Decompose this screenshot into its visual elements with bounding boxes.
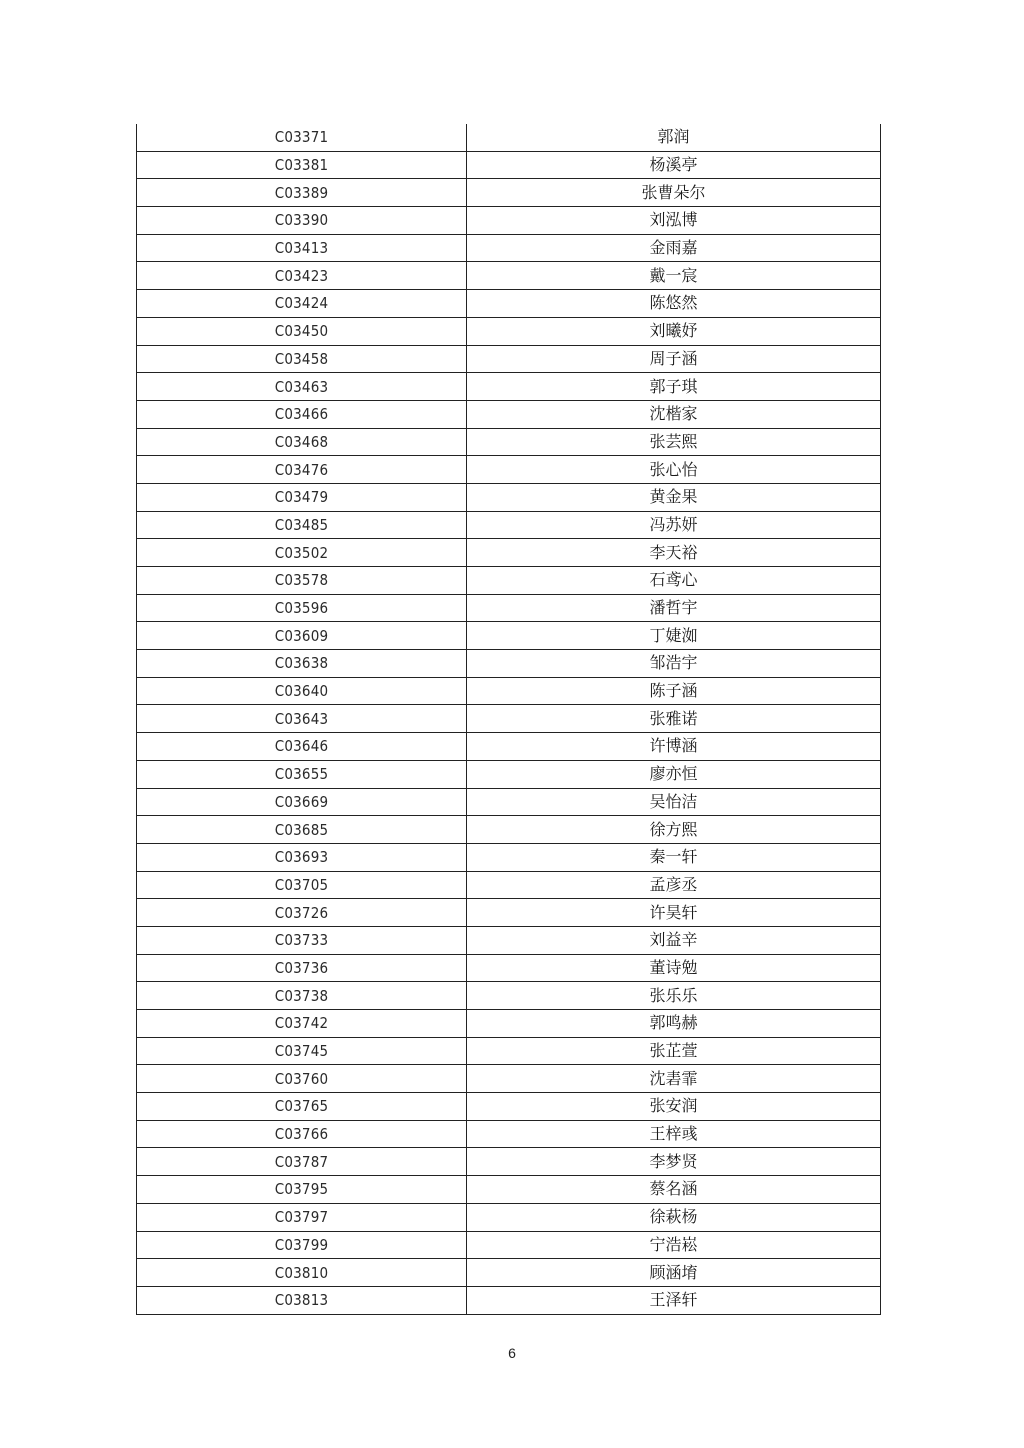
registration-id-cell: C03609	[137, 622, 467, 650]
student-name-cell: 孟彦丞	[467, 871, 881, 899]
registration-id-cell: C03424	[137, 290, 467, 318]
registration-id-cell: C03799	[137, 1231, 467, 1259]
table-row	[137, 954, 881, 982]
student-name-cell: 张安润	[467, 1093, 881, 1121]
student-name-cell: 郭润	[467, 124, 881, 151]
registration-id-cell: C03760	[137, 1065, 467, 1093]
registration-id-cell: C03742	[137, 1010, 467, 1038]
table-row	[137, 650, 881, 678]
student-name-cell: 张芸熙	[467, 428, 881, 456]
registration-id-cell: C03733	[137, 926, 467, 954]
student-name-cell: 沈楷家	[467, 400, 881, 428]
student-name-cell: 戴一宸	[467, 262, 881, 290]
registration-id-cell: C03479	[137, 483, 467, 511]
table-row	[137, 1148, 881, 1176]
registration-id-cell: C03646	[137, 733, 467, 761]
table-row	[137, 262, 881, 290]
student-name-cell: 石鸢心	[467, 567, 881, 595]
table-row	[137, 317, 881, 345]
table-row	[137, 1176, 881, 1204]
student-name-cell: 秦一轩	[467, 843, 881, 871]
student-name-cell: 李天裕	[467, 539, 881, 567]
registration-id-cell: C03463	[137, 373, 467, 401]
student-name-cell: 刘益辛	[467, 926, 881, 954]
registration-id-cell: C03669	[137, 788, 467, 816]
table-row	[137, 733, 881, 761]
student-name-cell: 邹浩宇	[467, 650, 881, 678]
table-row	[137, 926, 881, 954]
roster-table	[136, 124, 881, 1315]
student-name-cell: 张芷萱	[467, 1037, 881, 1065]
student-name-cell: 周子涵	[467, 345, 881, 373]
table-row	[137, 151, 881, 179]
page-number: 6	[508, 1345, 516, 1361]
student-name-cell: 陈子涵	[467, 677, 881, 705]
registration-id-cell: C03787	[137, 1148, 467, 1176]
student-name-cell: 刘曦妤	[467, 317, 881, 345]
table-row	[137, 788, 881, 816]
table-row	[137, 539, 881, 567]
registration-id-cell: C03389	[137, 179, 467, 207]
registration-id-cell: C03468	[137, 428, 467, 456]
table-row	[137, 511, 881, 539]
registration-id-cell: C03450	[137, 317, 467, 345]
student-name-cell: 金雨嘉	[467, 234, 881, 262]
table-row	[137, 1231, 881, 1259]
registration-id-cell: C03390	[137, 207, 467, 235]
registration-id-cell: C03736	[137, 954, 467, 982]
student-name-cell: 张心怡	[467, 456, 881, 484]
registration-id-cell: C03485	[137, 511, 467, 539]
registration-id-cell: C03640	[137, 677, 467, 705]
table-row	[137, 373, 881, 401]
registration-id-cell: C03643	[137, 705, 467, 733]
student-name-cell: 许博涵	[467, 733, 881, 761]
table-row	[137, 1120, 881, 1148]
student-name-cell: 顾涵堉	[467, 1259, 881, 1287]
table-row	[137, 483, 881, 511]
table-row	[137, 428, 881, 456]
registration-id-cell: C03797	[137, 1203, 467, 1231]
table-row	[137, 400, 881, 428]
table-row	[137, 1259, 881, 1287]
registration-id-cell: C03738	[137, 982, 467, 1010]
student-name-cell: 刘泓博	[467, 207, 881, 235]
registration-id-cell: C03466	[137, 400, 467, 428]
table-row	[137, 1203, 881, 1231]
table-row	[137, 567, 881, 595]
table-row	[137, 207, 881, 235]
table-row	[137, 594, 881, 622]
roster-table-body	[137, 124, 881, 1314]
student-name-cell: 郭鸣赫	[467, 1010, 881, 1038]
registration-id-cell: C03685	[137, 816, 467, 844]
table-row	[137, 234, 881, 262]
table-row	[137, 1093, 881, 1121]
table-row	[137, 982, 881, 1010]
table-row	[137, 124, 881, 151]
registration-id-cell: C03413	[137, 234, 467, 262]
student-name-cell: 王梓彧	[467, 1120, 881, 1148]
registration-id-cell: C03795	[137, 1176, 467, 1204]
registration-id-cell: C03371	[137, 124, 467, 151]
registration-id-cell: C03745	[137, 1037, 467, 1065]
table-row	[137, 179, 881, 207]
table-row	[137, 345, 881, 373]
student-name-cell: 徐方熙	[467, 816, 881, 844]
registration-id-cell: C03766	[137, 1120, 467, 1148]
student-name-cell: 黄金果	[467, 483, 881, 511]
table-row	[137, 1065, 881, 1093]
student-name-cell: 沈砉霏	[467, 1065, 881, 1093]
student-name-cell: 王泽轩	[467, 1286, 881, 1314]
student-name-cell: 廖亦恒	[467, 760, 881, 788]
table-row	[137, 816, 881, 844]
registration-id-cell: C03810	[137, 1259, 467, 1287]
table-row	[137, 705, 881, 733]
table-row	[137, 622, 881, 650]
student-name-cell: 陈悠然	[467, 290, 881, 318]
table-row	[137, 677, 881, 705]
registration-id-cell: C03578	[137, 567, 467, 595]
table-row	[137, 899, 881, 927]
student-name-cell: 宁浩崧	[467, 1231, 881, 1259]
table-row	[137, 1010, 881, 1038]
registration-id-cell: C03765	[137, 1093, 467, 1121]
registration-id-cell: C03458	[137, 345, 467, 373]
student-name-cell: 张曹朵尔	[467, 179, 881, 207]
table-row	[137, 456, 881, 484]
registration-id-cell: C03381	[137, 151, 467, 179]
table-row	[137, 843, 881, 871]
student-name-cell: 李梦贤	[467, 1148, 881, 1176]
student-name-cell: 徐萩杨	[467, 1203, 881, 1231]
student-name-cell: 蔡名涵	[467, 1176, 881, 1204]
student-name-cell: 潘哲宇	[467, 594, 881, 622]
student-name-cell: 董诗勉	[467, 954, 881, 982]
registration-id-cell: C03476	[137, 456, 467, 484]
registration-id-cell: C03502	[137, 539, 467, 567]
student-name-cell: 吴怡洁	[467, 788, 881, 816]
student-name-cell: 冯苏妍	[467, 511, 881, 539]
registration-id-cell: C03655	[137, 760, 467, 788]
table-row	[137, 760, 881, 788]
student-name-cell: 丁婕洳	[467, 622, 881, 650]
registration-id-cell: C03638	[137, 650, 467, 678]
registration-id-cell: C03726	[137, 899, 467, 927]
registration-id-cell: C03693	[137, 843, 467, 871]
table-row	[137, 871, 881, 899]
registration-id-cell: C03596	[137, 594, 467, 622]
registration-id-cell: C03423	[137, 262, 467, 290]
registration-id-cell: C03813	[137, 1286, 467, 1314]
table-row	[137, 290, 881, 318]
table-row	[137, 1286, 881, 1314]
student-name-cell: 郭子琪	[467, 373, 881, 401]
table-row	[137, 1037, 881, 1065]
student-name-cell: 张雅诺	[467, 705, 881, 733]
student-name-cell: 杨溪亭	[467, 151, 881, 179]
registration-id-cell: C03705	[137, 871, 467, 899]
student-name-cell: 张乐乐	[467, 982, 881, 1010]
student-name-cell: 许昊轩	[467, 899, 881, 927]
